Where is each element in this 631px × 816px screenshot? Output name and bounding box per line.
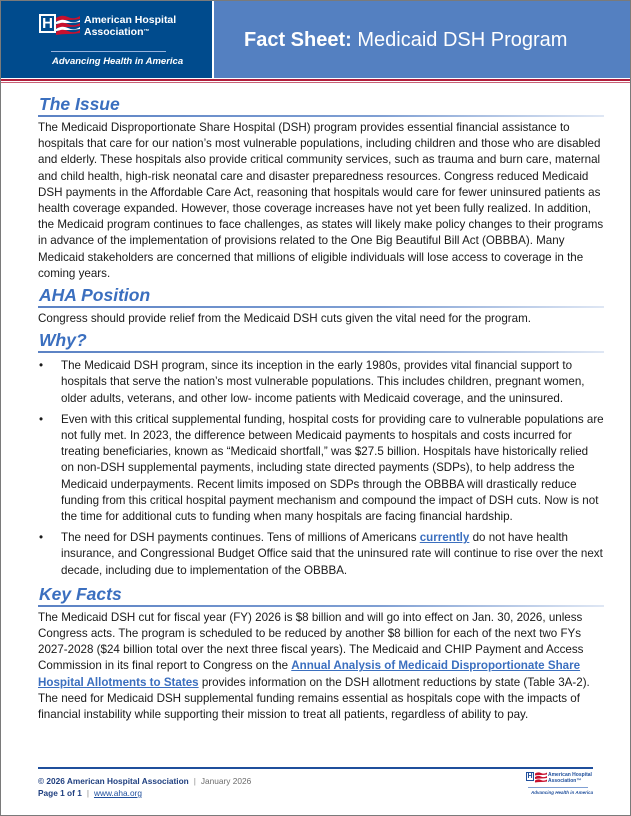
list-item: • The need for DSH payments continues. Tens of millions of Americans currently do not have health insurance, and Congressional Budget Office said that the uninsured rate will continue to rise over the next decade, including due to implementation of the OBBBA.: [39, 531, 603, 577]
section-rule: [38, 306, 604, 308]
why-bullet-list: [38, 358, 604, 579]
bullet-icon: •: [39, 531, 44, 545]
bullet-icon: •: [39, 412, 44, 426]
section-title: Why?: [39, 330, 87, 351]
section-rule: [38, 351, 604, 353]
section-title: AHA Position: [39, 285, 151, 306]
section-why: [38, 330, 604, 579]
org-name: American Hospital Association™: [84, 14, 177, 38]
footer-logo-divider: [528, 787, 588, 788]
list-item: • Even with this critical supplemental funding, hospital costs for providing care to vulnerable populations are not fully met. In 2023, the difference between Medicaid payments to hospitals and costs incurred for treating beneficiaries, known as “Medicaid shortfall,” was $27.5 billion. Hospitals have historically relied on non-DSH supplemental payments, including state directed payments (SDPs), to help address the Medicaid underpayments. Recent limits imposed on SDPs through the OBBBA will drastically reduce funding from this critical hospital payment mechanism and compound the impact of DSH cuts. Now is not the time for additional cuts to funding when many hospitals are facing financial hardship.: [39, 412, 604, 524]
footer-org-tagline: Advancing Health in America: [531, 790, 594, 795]
macpac-report-link[interactable]: Annual Analysis of Medicaid Disproportionate Share Hospital Allotments to States: [38, 659, 581, 689]
hospital-h-icon: H: [527, 773, 533, 780]
list-item: • The Medicaid DSH program, since its inception in the early 1980s, provides vital financial support to hospitals that serve the nation’s most vulnerable populations. This includes children, pregnant women, older adults, veterans, and other low- income patients with Medicaid coverage, and the uninsured.: [39, 359, 585, 405]
page-number: Page 1 of 1: [38, 788, 82, 798]
aha-logo: [1, 1, 212, 78]
section-rule: [38, 115, 604, 117]
section-rule: [38, 605, 604, 607]
flag-icon: [55, 13, 81, 37]
main-content: [38, 94, 604, 723]
logo-divider: [51, 51, 166, 52]
copyright: © 2026 American Hospital Association: [38, 776, 189, 786]
page-header: [1, 1, 630, 78]
flag-icon: [534, 771, 548, 783]
section-aha-position: [38, 285, 604, 327]
publish-date: January 2026: [200, 776, 252, 786]
bullet-icon: •: [39, 359, 44, 373]
footer-org-name: American Hospital Association™: [548, 772, 592, 784]
page-title: Fact Sheet: Medicaid DSH Program: [244, 29, 568, 51]
currently-link[interactable]: currently: [419, 531, 470, 545]
page-footer: © 2026 American Hospital Association | January 2026 Page 1 of 1 | www.aha.org: [38, 776, 252, 798]
issue-paragraph: The Medicaid Disproportionate Share Hospital (DSH) program provides essential financial assistance to hospitals that care for our nation’s most vulnerable populations, including children and those who are disabled and elderly. These hospitals also provide critical community services, such as trauma and burn care, maternal and child health, high-risk neonatal care and disaster preparedness resources. Congress reduced Medicaid DSH payments in the Affordable Care Act, reasoning that hospitals would care for fewer uninsured patients as health coverage expanded. However, those coverage increases have not yet been fully realized. In addition, the Medicaid program continues to face challenges, as states will likely make policy changes to their programs in advance of the implementation of provisions related to the One Big Beautiful Bill Act (OBBBA). Many Medicaid stakeholders are concerned that millions of eligible individuals will lose access to coverage in the coming years.: [38, 121, 604, 280]
header-rule: [1, 79, 630, 81]
title-banner: [214, 1, 630, 78]
section-title: Key Facts: [39, 583, 122, 604]
header-rule-thin: [1, 82, 630, 83]
key-facts-paragraph: The Medicaid DSH cut for fiscal year (FY) 2026 is $8 billion and will go into effect on Jan. 30, 2026, unless Congress acts. The program is scheduled to be reduced by another $8 billion for each of the next two FYs 2027-2028 ($24 billion total over the next three fiscal years). The Medicaid and CHIP Payment and Access Commission in its final report to Congress on the Annual Analysis of Medicaid Disproportionate Share Hospital Allotments to States provides information on the DSH allotment reductions by state (Table 3A-2). The need for Medicaid DSH supplemental funding remains essential as hospitals cope with the impacts of financial instability while supporting their mission to treat all patients, regardless of ability to pay.: [38, 610, 590, 722]
section-title: The Issue: [39, 94, 120, 114]
org-tagline: Advancing Health in America: [52, 56, 184, 67]
section-the-issue: [38, 94, 604, 282]
website-link[interactable]: www.aha.org: [93, 788, 142, 798]
footer-rule: [38, 767, 593, 769]
hospital-h-icon: H: [39, 14, 56, 33]
section-key-facts: [38, 584, 604, 723]
footer-aha-logo: [526, 771, 596, 801]
position-paragraph: Congress should provide relief from the Medicaid DSH cuts given the vital need for the program.: [38, 312, 531, 326]
